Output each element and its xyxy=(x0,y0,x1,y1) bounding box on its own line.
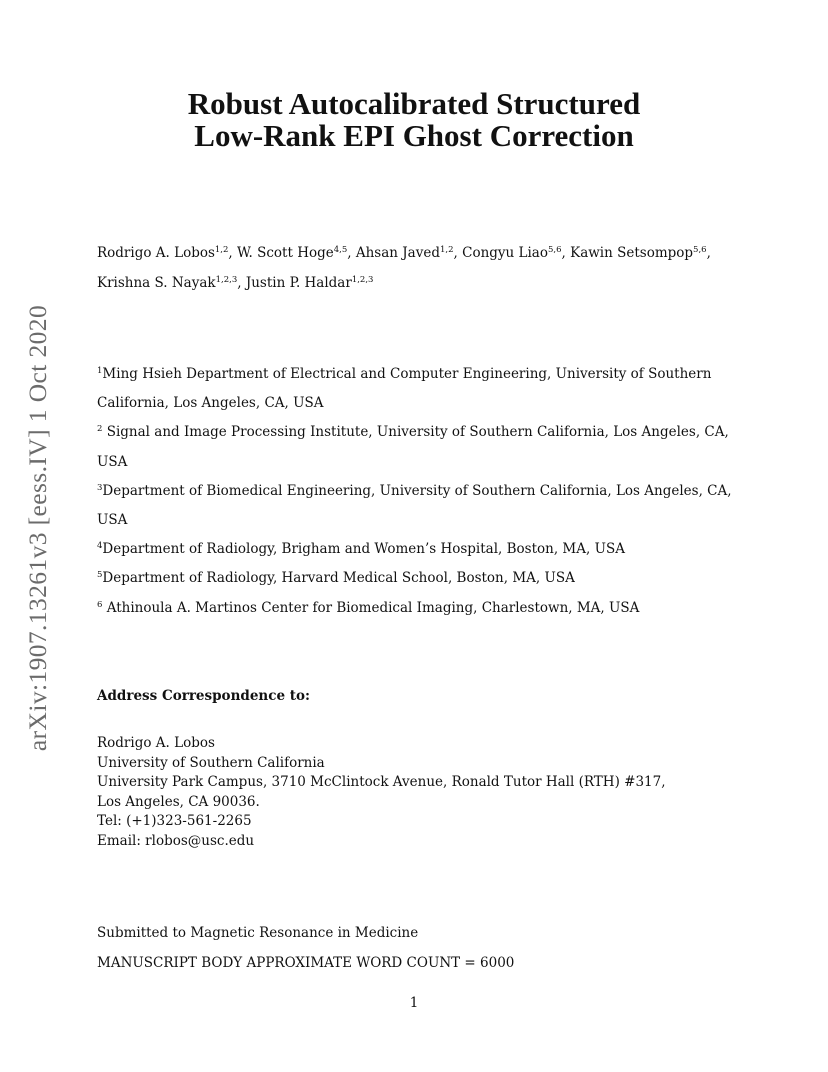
author-affil-sup: 5,6 xyxy=(693,245,707,255)
author-name: W. Scott Hoge xyxy=(237,245,334,261)
correspondence-name: Rodrigo A. Lobos xyxy=(97,735,215,751)
affiliation-sup: 4 xyxy=(97,541,103,552)
affiliation-text: Department of Biomedical Engineering, University of Southern California, Los Angeles, CA, xyxy=(102,482,732,499)
author-name: Rodrigo A. Lobos xyxy=(97,245,215,261)
correspondence-address xyxy=(97,734,666,851)
author-name: Congyu Liao xyxy=(462,245,548,261)
affiliation-1 xyxy=(97,360,737,389)
author-affil-sup: 4,5 xyxy=(333,245,348,255)
title-line-2: Low-Rank EPI Ghost Correction xyxy=(194,118,634,153)
affiliation-text: Athinoula A. Martinos Center for Biomedical Imaging, Charlestown, MA, USA xyxy=(102,599,640,616)
author-list xyxy=(97,238,737,298)
affiliation-sup: 2 xyxy=(97,424,103,435)
author-name: Kawin Setsompop xyxy=(570,245,694,261)
affiliation-6 xyxy=(97,594,737,623)
title-line-1: Robust Autocalibrated Structured xyxy=(187,86,641,121)
affiliation-2 xyxy=(97,418,737,447)
affiliation-sup: 6 xyxy=(97,599,103,610)
correspondence-institution: University of Southern California xyxy=(97,754,325,771)
correspondence-phone: Tel: (+1)323-561-2265 xyxy=(97,813,252,829)
submission-note: Submitted to Magnetic Resonance in Medicine xyxy=(97,925,419,941)
correspondence-street: University Park Campus, 3710 McClintock Avenue, Ronald Tutor Hall (RTH) #317, xyxy=(97,774,666,790)
affiliation-3-cont: USA xyxy=(97,511,128,528)
author-affil-sup: 5,6 xyxy=(547,245,562,255)
author-name: Krishna S. Nayak xyxy=(97,275,216,291)
affiliation-sup: 1 xyxy=(97,366,103,376)
arxiv-stamp-text: arXiv:1907.13261v3 [eess.IV] 1 Oct 2020 xyxy=(23,304,52,752)
author-affil-sup: 1,2,3 xyxy=(215,275,238,285)
affiliation-1-cont: California, Los Angeles, CA, USA xyxy=(97,395,324,412)
affiliation-sup: 3 xyxy=(97,482,103,493)
author-affil-sup: 1,2,3 xyxy=(351,275,374,285)
word-count: MANUSCRIPT BODY APPROXIMATE WORD COUNT = 6000 xyxy=(97,955,515,971)
affiliation-4 xyxy=(97,535,737,564)
affiliation-text: Department of Radiology, Brigham and Women’s Hospital, Boston, MA, USA xyxy=(102,541,625,558)
author-affil-sup: 1,2 xyxy=(439,245,454,255)
affiliation-2-cont: USA xyxy=(97,453,128,470)
affiliation-text: Ming Hsieh Department of Electrical and Computer Engineering, University of Southern xyxy=(102,366,712,382)
paper-title xyxy=(0,88,828,152)
correspondence-heading: Address Correspondence to: xyxy=(97,688,310,704)
affiliation-sup: 5 xyxy=(97,570,103,581)
author-name: Justin P. Haldar xyxy=(245,275,352,291)
author-affil-sup: 1,2 xyxy=(214,245,229,255)
affiliation-3 xyxy=(97,477,737,506)
author-name: Ahsan Javed xyxy=(355,245,440,261)
affiliation-text: Signal and Image Processing Institute, University of Southern California, Los Angeles, CA, xyxy=(102,424,729,441)
affiliation-text: Department of Radiology, Harvard Medical School, Boston, MA, USA xyxy=(102,570,575,587)
page-number: 1 xyxy=(409,995,419,1011)
correspondence-email: Email: rlobos@usc.edu xyxy=(97,832,255,849)
affiliation-list xyxy=(97,360,737,623)
author-line-2: Krishna S. Nayak$^{1,2,3}$, Justin P. Haldar$^{1,2,3}$ xyxy=(97,275,374,291)
affiliation-5 xyxy=(97,564,737,593)
correspondence-city: Los Angeles, CA 90036. xyxy=(97,793,260,810)
author-line-1: Rodrigo A. Lobos$^{1,2}$, W. Scott Hoge$^{4,5}$, Ahsan Javed$^{1,2}$, Congyu Liao$^{5,6}$, Kawin Setsompop$^{5,6}$, xyxy=(97,245,711,261)
